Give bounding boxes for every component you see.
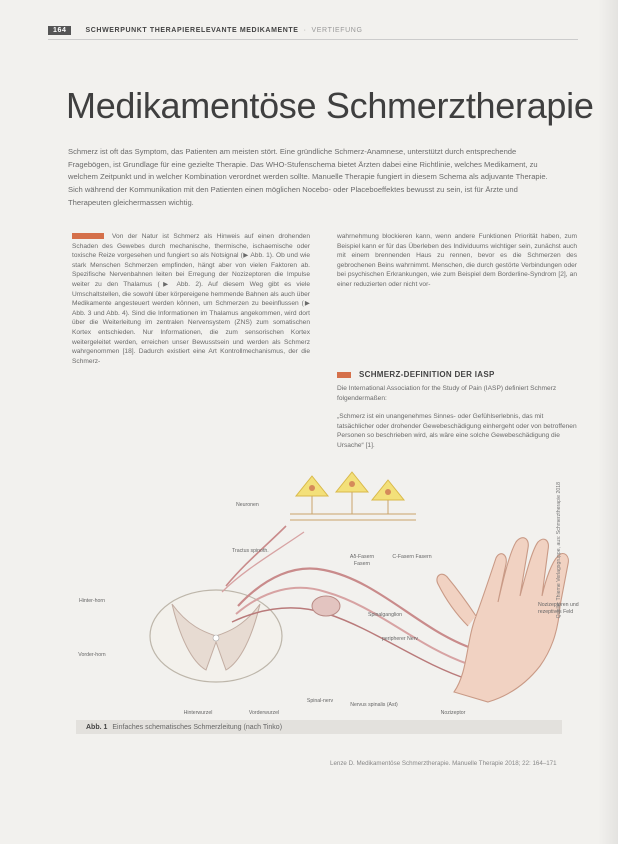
- label-fiber-c: C-Fasern Fasern: [392, 554, 432, 560]
- caption-label: Abb. 1: [86, 723, 108, 731]
- label-receptor-field: Nozizeptoren und rezeptives Feld: [538, 602, 579, 615]
- label-ventral-horn: Vorder-horn: [78, 652, 106, 658]
- page-number: 164: [48, 26, 71, 35]
- hand-illustration: [437, 538, 568, 702]
- label-nerve-branch: Nervus spinalis (Ast): [350, 702, 398, 708]
- article-title: Medikamentöse Schmerztherapie: [66, 85, 594, 126]
- article-lead: Schmerz ist oft das Symptom, das Patienten am meisten stört. Eine gründliche Schmerz-Anamnese, unterstützt durch entsprechende Fragebögen, ist Grundlage für eine gezielte Therapie. Das WHO-Stufenschema bietet Ärzten dabei eine Richtlinie, welches Medikament, zu welchem Zeitpunkt und in welcher Kombination verordnet werden sollte. Manuelle Therapie fungiert in diesem Schema als adjuvante Therapie. Sich während der Kommunikation mit den Patienten einen möglichen Nocebo- oder Placeboeffektes bewusst zu sein, ist für Ärzte und Therapeuten gleichermassen wichtig.: [68, 147, 548, 207]
- label-tract: Tractus spinoth.: [232, 548, 269, 554]
- label-spinal-ganglion: Spinalganglion: [368, 612, 403, 618]
- label-fiber-a: Aδ-Fasern Fasern: [349, 554, 375, 567]
- iasp-quote: „Schmerz ist ein unangenehmes Sinnes- oder Gefühlserlebnis, das mit tatsächlicher oder drohender Gewebeschädigung einhergeht oder von betroffenen Personen so beschrieben wird, als wäre eine solche Gewebeschädigung die Ursache“ [1].: [337, 413, 577, 449]
- header-separator: ·: [303, 26, 307, 34]
- body-text-left: Von der Natur ist Schmerz als Hinweis auf einen drohenden Schaden des Gewebes durch mechanische, thermische, ischaemische oder toxische Reize vorgesehen und fungiert so als Notsignal (▶ Abb. 1). Ob und wie stark Menschen Schmerzen empfinden, hängt aber von vielen Faktoren ab. Spezifische Nervenbahnen leiten bei Erregung der Nozizeptoren die Impulse weiter zu den Thalamus (▶ Abb. 2). Auf diesem Weg gibt es viele Umschaltstellen, die sowohl über körpereigene hemmende Bahnen als auch über Medikamente angesteuert werden können, um Schmerzen zu beeinflussen (▶ Abb. 3 und Abb. 4). Sind die Informationen im Thalamus angekommen, wird dort über die Weiterleitung im zentralen Nervensystem (ZNS) zum somatischen Kortex entschieden. Nur Informationen, die zum sensorischen Kortex weitergeleitet werden, erreichen unser Bewusstsein und werden als Schmerz wahrgenommen [18]. Dadurch existiert eine Art Kontrollmechanismus, der die Schmerz-: [72, 233, 310, 365]
- label-neurons: Neuronen: [236, 502, 259, 508]
- label-dorsal-root: Hinterwurzel: [183, 710, 213, 716]
- iasp-heading: [337, 370, 495, 379]
- subsection-title: VERTIEFUNG: [311, 26, 363, 34]
- pain-pathway-illustration: [76, 466, 584, 734]
- pain-pathway-figure: [76, 466, 584, 734]
- figure-caption: [76, 720, 562, 734]
- body-column-left: [72, 232, 310, 366]
- spinal-ganglion: [312, 596, 340, 616]
- iasp-heading-text: SCHMERZ-DEFINITION DER IASP: [359, 370, 495, 379]
- cortex-neurons: [290, 472, 416, 520]
- label-peripheral-nerve: peripherer Nerv: [381, 636, 419, 642]
- section-title: SCHWERPUNKT THERAPIERELEVANTE MEDIKAMENTE: [85, 26, 299, 34]
- iasp-intro: Die International Association for the Study of Pain (IASP) definiert Schmerz folgendermaßen:: [337, 385, 557, 402]
- citation-footer: Lenze D. Medikamentöse Schmerztherapie. Manuelle Therapie 2018; 22: 164–171: [330, 760, 557, 767]
- label-nociceptor: Nozizeptor: [440, 710, 466, 716]
- label-ventral-root: Vorderwurzel: [248, 710, 280, 716]
- caption-text: Einfaches schematisches Schmerzleitung (nach Tinko): [112, 723, 283, 731]
- spinal-cord: [150, 590, 282, 682]
- running-header: [48, 24, 363, 36]
- label-dorsal-horn: Hinter-horn: [79, 598, 105, 604]
- label-spinal-nerve: Spinal-nerv: [306, 698, 334, 704]
- accent-bar: [337, 372, 351, 378]
- page-edge-shadow: [598, 0, 618, 844]
- accent-bar: [72, 233, 104, 239]
- figure-credit: Quelle: Thieme Verlagsgruppe, aus: Schmerztherapie 2018: [556, 482, 562, 619]
- header-rule: [48, 39, 578, 40]
- body-column-right: wahrnehmung blockieren kann, wenn andere Funktionen Priorität haben, zum Beispiel kann er für das Überleben des Individuums wichtiger sein, zunächst auch mit einem brennenden Haus zu rennen, bevor es die Schmerzen des gebrochenen Beins wahrnimmt. Menschen, die durch gestörte Verbindungen oder bei psychischen Erkrankungen, wie zum Beispiel dem Borderline-Syndrom [2], an einer reduzierten oder nicht vor-: [337, 233, 577, 288]
